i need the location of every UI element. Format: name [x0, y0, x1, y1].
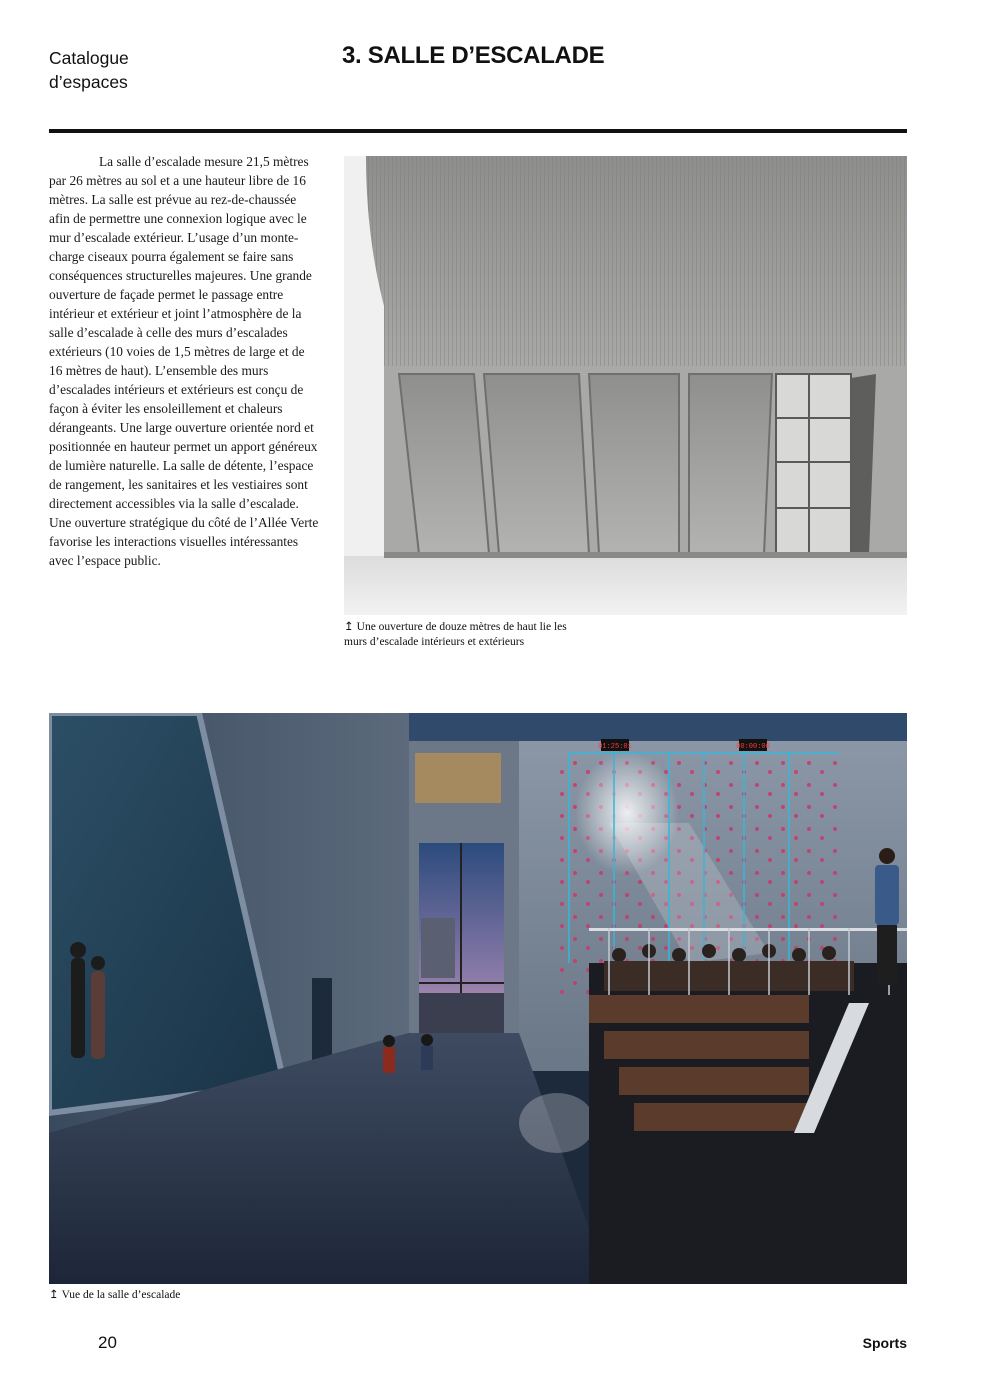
model-photo	[344, 156, 907, 615]
model-bays	[399, 374, 876, 554]
climbing-hall-render	[49, 713, 907, 1284]
arrow-up-icon: ↥	[49, 1289, 59, 1301]
timer-left: 01:25:01	[598, 743, 632, 751]
model-caption-line-2: murs d’escalade intérieurs et extérieurs	[344, 636, 525, 648]
model-caption-line-1: Une ouverture de douze mètres de haut lie les	[356, 621, 567, 633]
body-paragraph: La salle d’escalade mesure 21,5 mètres par 26 mètres au sol et a une hauteur libre de 16 mètres. La salle est prévue au rez-de-chaussée afin de permettre une connexion logique avec le mur d’escalade extérieur. L’usage d’un monte-charge ciseaux pourra également se faire sans conséquences structurelles majeures. Une grande ouverture de façade permet le passage entre intérieur et extérieur et joint l’atmosphère de la salle d’escalade à celle des murs d’escalades extérieurs (10 voies de 1,5 mètres de large et de 16 mètres de haut). L’ensemble des murs d’escalades intérieurs et extérieurs est conçu de façon à éviter les ensoleillement et chaleurs dérangeants. Une large ouverture orientée nord et positionnée en hauteur permet un apport généreux de lumière naturelle. La salle de détente, l’espace de rangement, les sanitaires et les vestiaires sont directement accessibles via la salle d’escalade. Une ouverture stratégique du côté de l’Allée Verte favorise les interactions visuelles intéressantes avec l’espace public.	[49, 154, 319, 568]
catalogue-line-2: d’espaces	[49, 72, 128, 92]
timer-right: 00:00:00	[736, 743, 770, 751]
page-number: 20	[98, 1333, 117, 1352]
render-illustration	[49, 713, 907, 1284]
section-label: Sports	[862, 1335, 907, 1351]
render-caption-text: Vue de la salle d’escalade	[61, 1289, 181, 1301]
catalogue-line-1: Catalogue	[49, 48, 129, 68]
page-title: 3. SALLE D’ESCALADE	[342, 42, 605, 69]
model-photo-illustration	[344, 156, 907, 615]
catalogue-label	[49, 46, 249, 94]
header-rule	[49, 129, 907, 133]
render-caption	[49, 1288, 449, 1303]
model-caption	[344, 620, 614, 650]
arrow-up-icon: ↥	[344, 621, 354, 633]
